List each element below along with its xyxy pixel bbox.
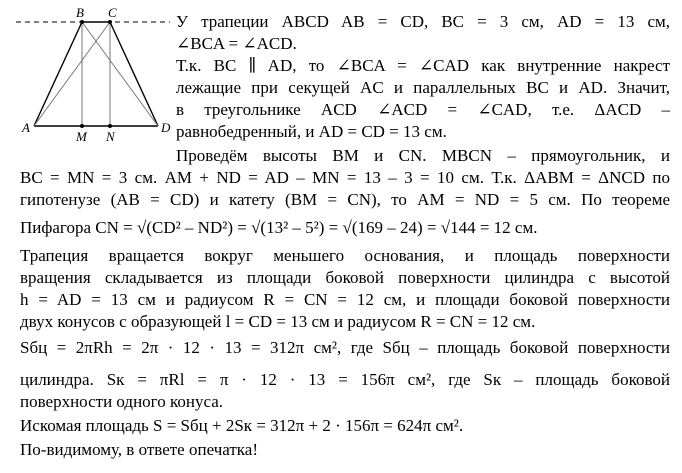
text-line-5: в треугольнике ACD ∠ACD = ∠CAD, т.е. ΔACD – <box>176 100 670 119</box>
text-line-13: h = AD = 13 см и радиусом R = CN = 12 см, и площади боковой поверхности <box>20 290 670 309</box>
point-n <box>108 124 112 128</box>
text-line-12: вращения складывается из площади боковой поверхности цилиндра с высотой <box>20 268 670 287</box>
text-line-17: поверхности одного конуса. <box>20 392 224 411</box>
trapezoid-diagram <box>8 4 178 144</box>
trapezoid-figure <box>8 4 178 144</box>
side-cd <box>110 22 158 126</box>
text-line-9: гипотенузе (AB = CD) и катету (BM = CN), то AM = ND = 5 см. По теореме <box>20 190 670 209</box>
text-line-3: Т.к. BC ∥ AD, то ∠BCA = ∠CAD как внутренние накрест <box>176 56 670 75</box>
text-line-15: Sбц = 2πRh = 2π · 12 · 13 = 312π см², где Sбц – площадь боковой поверхности <box>20 338 670 357</box>
point-c <box>108 20 112 24</box>
label-a: A <box>22 120 30 135</box>
text-line-10: Пифагора CN = √(CD² – ND²) = √(13² – 5²) = √(169 – 24) = √144 = 12 см. <box>20 218 538 237</box>
text-line-4: лежащие при секущей AC и параллельных BC и AD. Значит, <box>176 78 670 97</box>
text-line-16: цилиндра. Sк = πRl = π · 12 · 13 = 156π см², где Sк – площадь боковой <box>20 370 670 389</box>
text-line-11: Трапеция вращается вокруг меньшего основания, и площадь поверхности <box>20 246 670 265</box>
diagonal-bd <box>82 22 158 126</box>
label-b: B <box>76 5 84 20</box>
label-n: N <box>106 129 115 144</box>
point-b <box>80 20 84 24</box>
text-line-8: BC = MN = 3 см. AM + ND = AD – MN = 13 – 3 = 10 см. Т.к. ΔABM = ΔNCD по <box>20 168 670 187</box>
point-m <box>80 124 84 128</box>
label-d: D <box>161 120 171 135</box>
label-c: C <box>108 5 117 20</box>
text-line-18: Искомая площадь S = Sбц + 2Sк = 312π + 2 · 156π = 624π см². <box>20 416 464 435</box>
text-line-19: По-видимому, в ответе опечатка! <box>20 440 258 459</box>
text-line-1: У трапеции ABCD AB = CD, BC = 3 см, AD = 13 см, <box>176 12 670 31</box>
label-m: M <box>76 129 87 144</box>
text-line-14: двух конусов с образующей l = CD = 13 см и радиусом R = CN = 12 см. <box>20 312 536 331</box>
side-ab <box>34 22 82 126</box>
text-line-2: ∠BCA = ∠ACD. <box>176 34 297 53</box>
diagonal-ac <box>34 22 110 126</box>
text-line-7: Проведём высоты BM и CN. MBCN – прямоугольник, и <box>176 146 670 165</box>
text-line-6: равнобедренный, и AD = CD = 13 см. <box>176 122 447 141</box>
